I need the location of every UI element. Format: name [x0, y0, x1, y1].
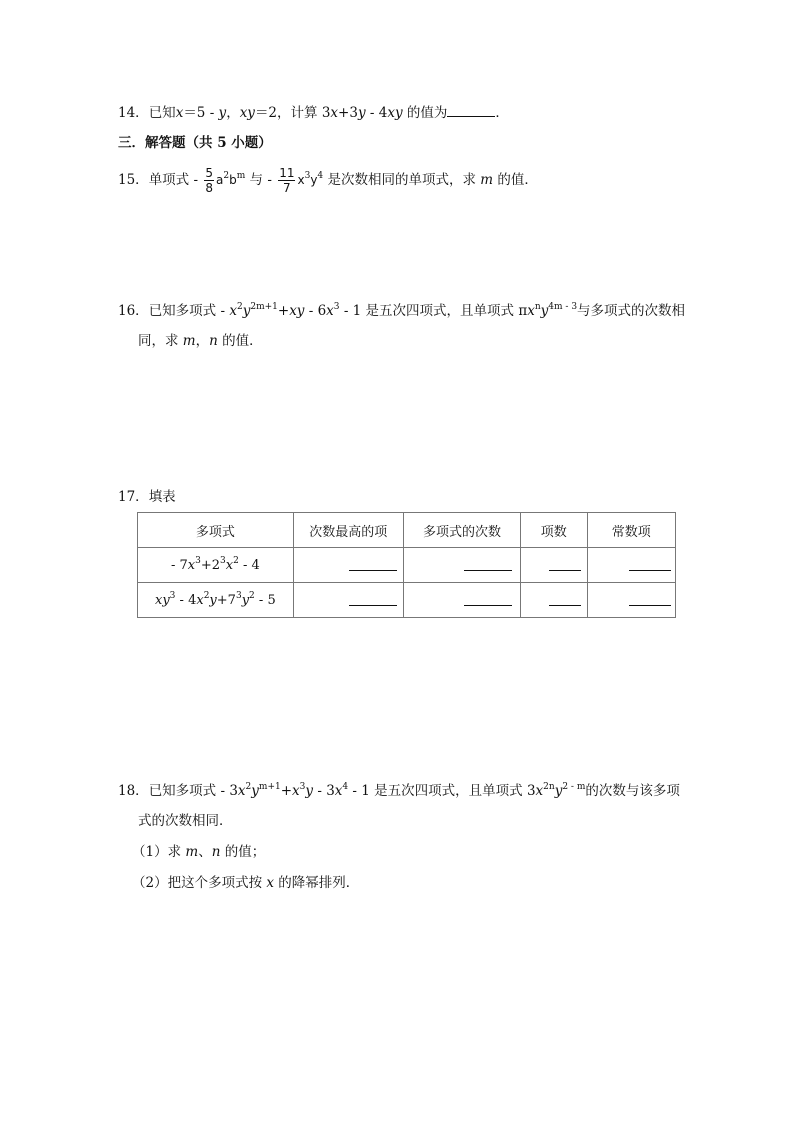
- header-constant-term: 常数项: [587, 513, 675, 548]
- answer-cell[interactable]: [521, 548, 588, 583]
- question-18-sub-2: （2）把这个多项式按 x 的降幂排列．: [132, 875, 360, 891]
- header-highest-degree-term: 次数最高的项: [293, 513, 403, 548]
- question-14: 14．已知x＝5 - y，xy＝2，计算 3x+3y - 4xy 的值为 ．: [118, 105, 509, 121]
- question-16-line-1: 16．已知多项式 - $x^2y^{2m+1}+xy - 6x^3 - 1$ 是五次四项式，且单项式 $\pi x^ny^{4m - 3}$与多项式的次数相: [118, 302, 686, 319]
- fraction-11-7: $\frac{11}{7}$: [279, 166, 295, 195]
- question-number: 15．: [118, 172, 149, 188]
- answer-cell[interactable]: [293, 583, 403, 618]
- question-16-line-2: 同，求 m，n 的值．: [138, 333, 263, 349]
- header-term-count: 项数: [521, 513, 588, 548]
- header-polynomial-degree: 多项式的次数: [403, 513, 520, 548]
- polynomial-cell: - $7x^3+2^3x^2 - 4$: [138, 548, 294, 583]
- polynomial-cell: $xy^3 - 4x^2y+7^3y^2 - 5$: [138, 583, 294, 618]
- question-18-line-2: 式的次数相同．: [138, 813, 233, 829]
- table-header-row: [138, 513, 676, 548]
- fraction-5-8: $\frac{5}{8}$: [205, 166, 213, 195]
- question-number: 18．: [118, 783, 149, 799]
- question-number: 16．: [118, 303, 149, 319]
- answer-cell[interactable]: [403, 583, 520, 618]
- question-number: 14．: [118, 105, 149, 121]
- answer-cell[interactable]: [403, 548, 520, 583]
- table-row: [138, 548, 676, 583]
- answer-blank[interactable]: [447, 104, 495, 117]
- question-17: 17．填表: [118, 489, 176, 505]
- section-title: 三．解答题（共 5 小题）: [118, 135, 272, 151]
- header-polynomial: 多项式: [138, 513, 294, 548]
- question-18-sub-1: （1）求 m、n 的值；: [132, 844, 266, 860]
- fill-table: [137, 512, 676, 618]
- table-row: [138, 583, 676, 618]
- answer-cell[interactable]: [587, 583, 675, 618]
- question-15: 15．单项式 - $\frac{5}{8}$ $a^2b^m$ 与 - $\frac{11}{7}$ $x^3y^4$ 是次数相同的单项式，求 m 的值．: [118, 166, 538, 195]
- answer-cell[interactable]: [293, 548, 403, 583]
- question-18-line-1: 18．已知多项式 - $3x^2y^{m+1}+x^3y - 3x^4 - 1$ 是五次四项式，且单项式 $3x^{2n}y^{2 - m}$的次数与该多项: [118, 782, 680, 799]
- answer-cell[interactable]: [521, 583, 588, 618]
- question-number: 17．: [118, 489, 149, 505]
- answer-cell[interactable]: [587, 548, 675, 583]
